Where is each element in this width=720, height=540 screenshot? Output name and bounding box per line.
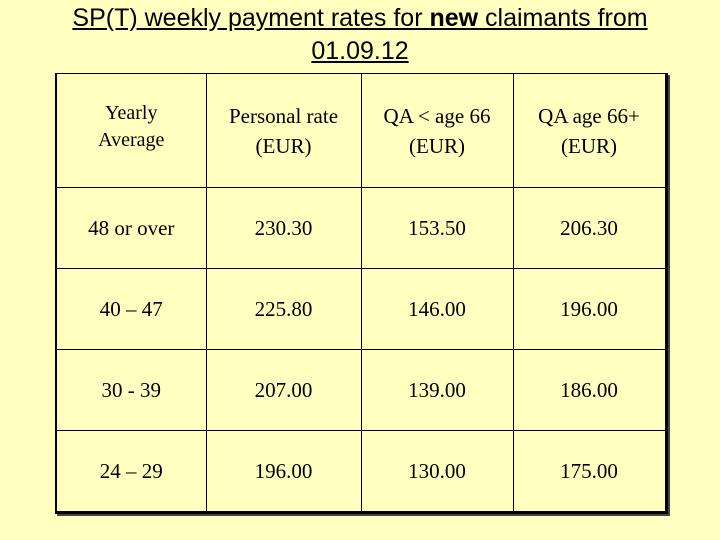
- table-cell: 153.50: [361, 188, 513, 269]
- table-cell: 139.00: [361, 350, 513, 431]
- table-cell: 225.80: [206, 269, 361, 350]
- header-line: (EUR): [255, 133, 312, 158]
- table-row: [56, 188, 666, 269]
- table-cell: 206.30: [513, 188, 666, 269]
- header-qa-66-plus: [513, 74, 666, 188]
- table-cell: 24 – 29: [56, 431, 206, 513]
- header-line: (EUR): [409, 133, 465, 158]
- header-line: Personal rate: [228, 103, 339, 128]
- table-cell: 196.00: [206, 431, 361, 513]
- table-row: [56, 431, 666, 513]
- title-emphasis: new: [429, 4, 479, 32]
- header-line: (EUR): [561, 133, 617, 158]
- header-line: Yearly: [105, 101, 158, 124]
- table-cell: 146.00: [361, 269, 513, 350]
- page-title: [0, 2, 720, 68]
- table-cell: 186.00: [513, 350, 666, 431]
- table-cell: 230.30: [206, 188, 361, 269]
- header-row: [56, 74, 666, 188]
- header-line: Average: [98, 128, 165, 151]
- header-line: QA age 66+: [538, 103, 640, 128]
- title-line1-prefix: SP(T) weekly payment rates for: [72, 4, 430, 32]
- table-cell: 175.00: [513, 431, 666, 513]
- table-cell: 207.00: [206, 350, 361, 431]
- title-date: 01.09.12: [311, 37, 409, 65]
- header-qa-under-66: [361, 74, 513, 188]
- table-row: [56, 269, 666, 350]
- table-cell: 130.00: [361, 431, 513, 513]
- table-cell: 196.00: [513, 269, 666, 350]
- table-cell: 30 - 39: [56, 350, 206, 431]
- title-line1-suffix: claimants from: [478, 4, 648, 32]
- rates-table: [55, 73, 668, 514]
- table-cell: 40 – 47: [56, 269, 206, 350]
- header-personal-rate: [206, 74, 361, 188]
- table-row: [56, 350, 666, 431]
- header-yearly-average: [56, 74, 206, 188]
- table-cell: 48 or over: [56, 188, 206, 269]
- header-line: QA < age 66: [383, 103, 491, 128]
